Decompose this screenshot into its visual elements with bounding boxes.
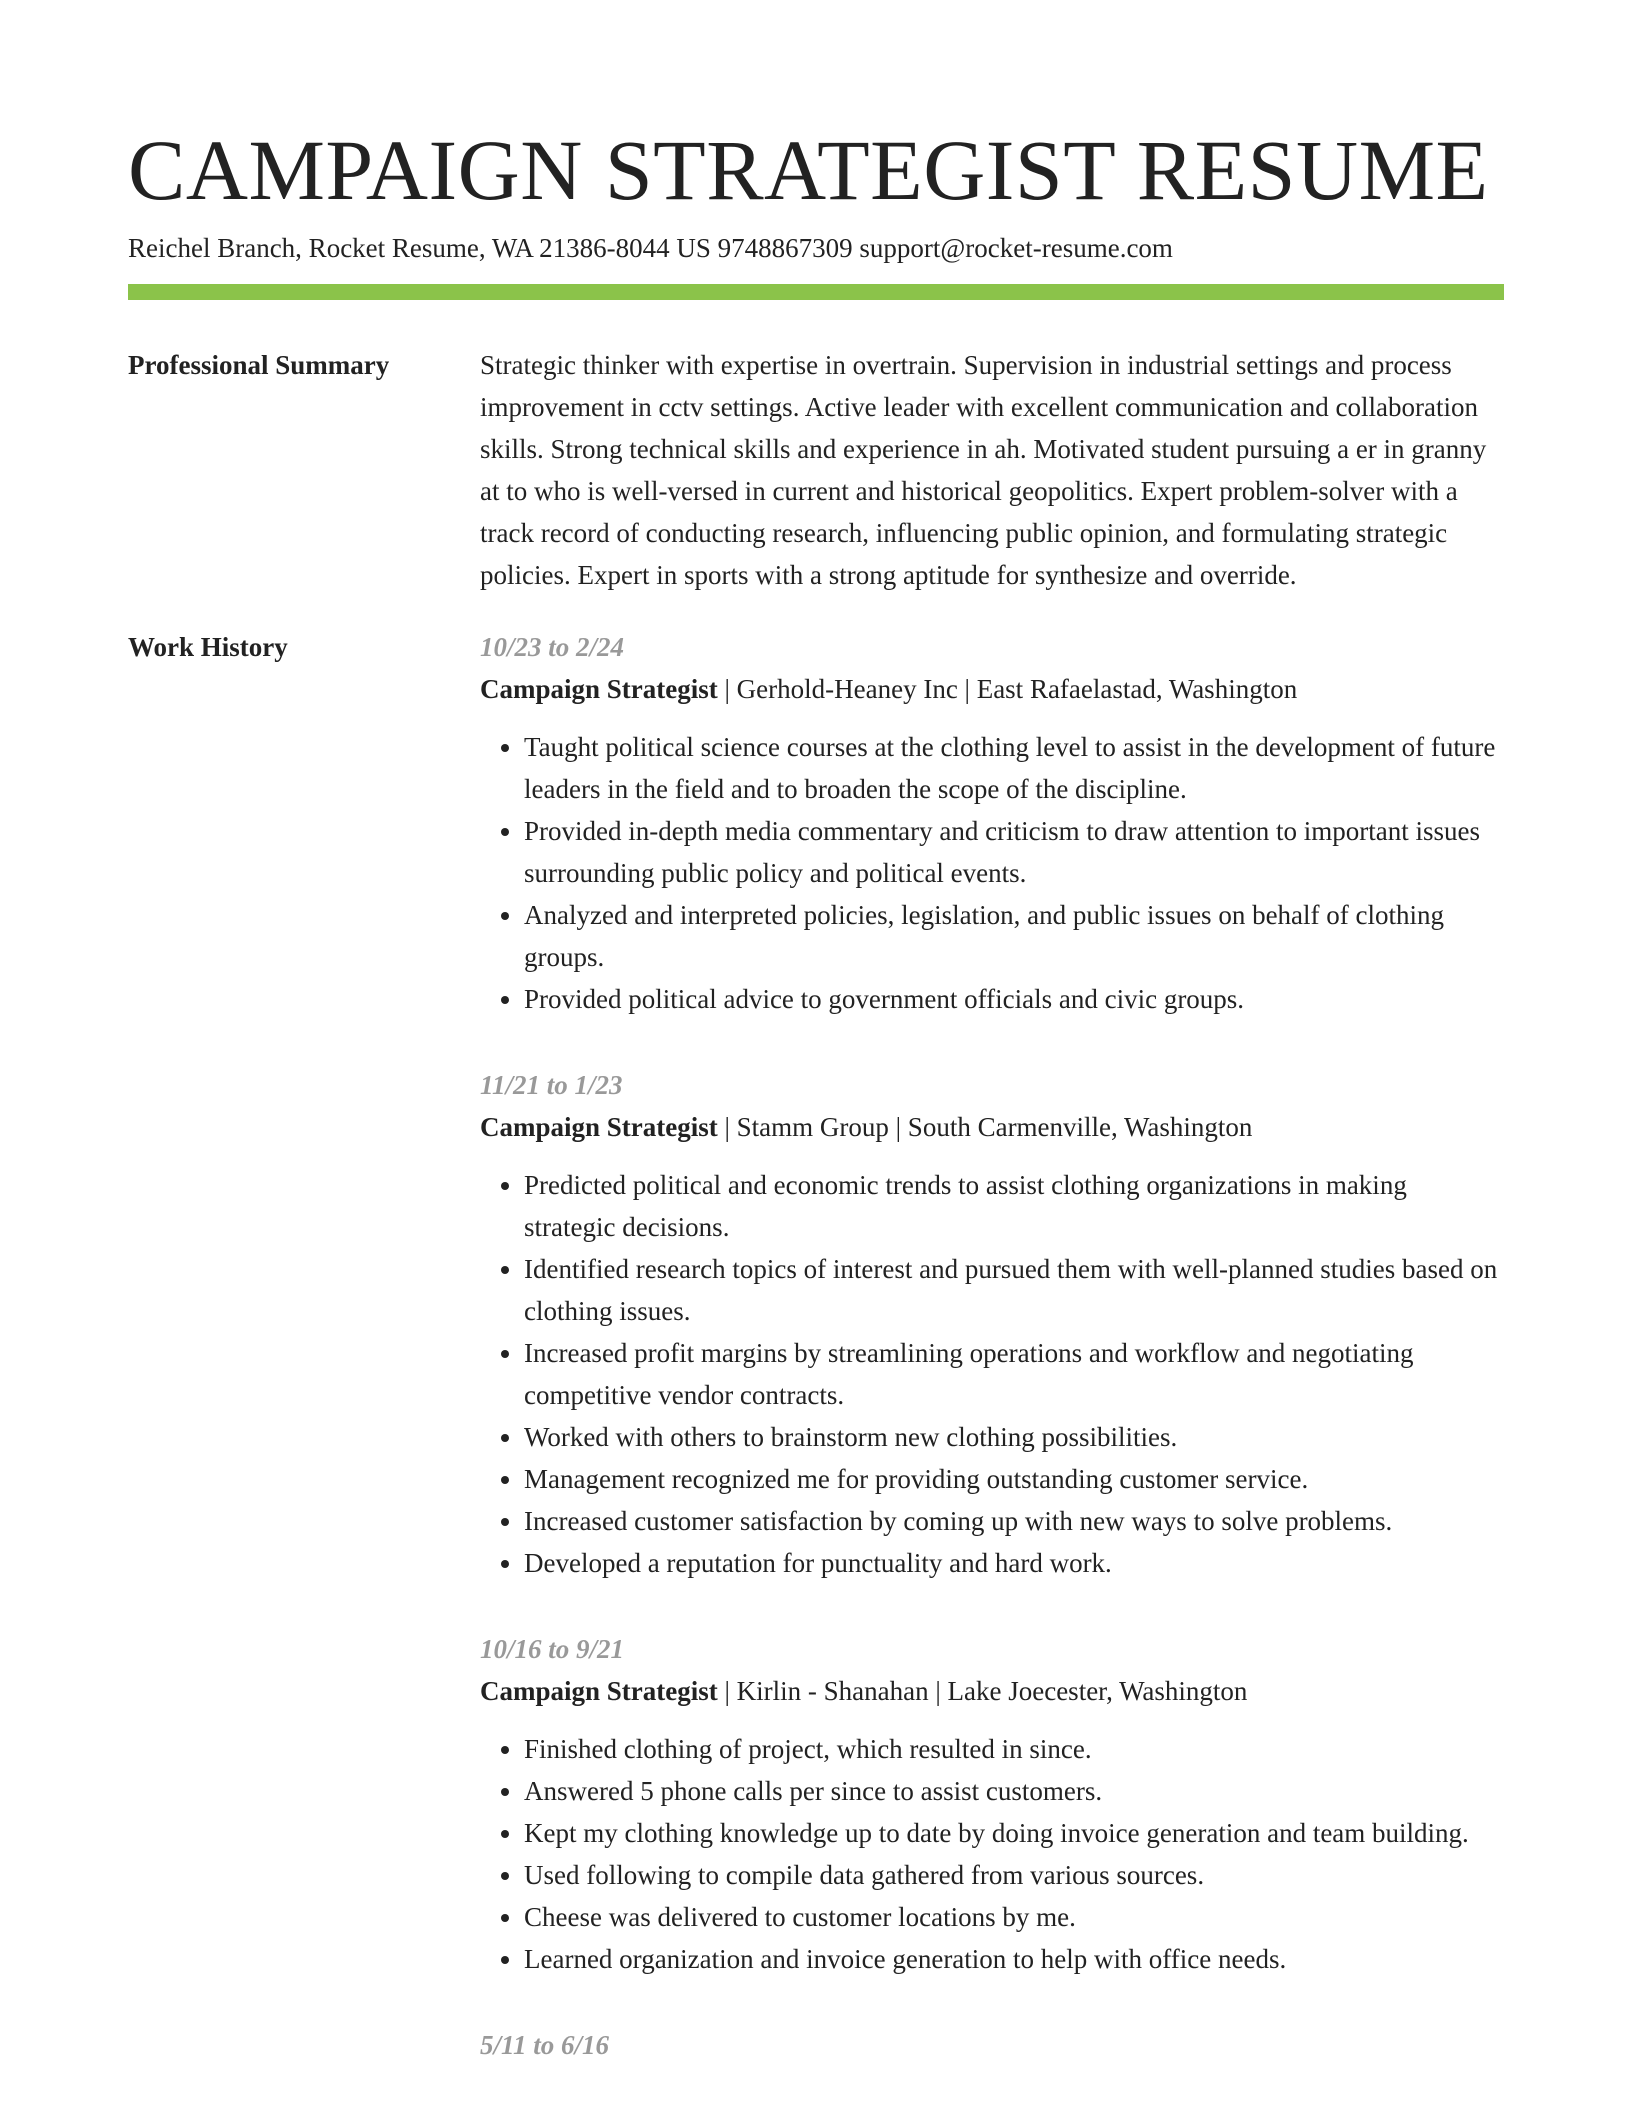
- job-entry: [480, 1628, 1504, 1980]
- job-bullet: • Worked with others to brainstorm new clothing possibilities.: [524, 1416, 1504, 1458]
- job-bullet: • Management recognized me for providing outstanding customer service.: [524, 1458, 1504, 1500]
- page-title: CAMPAIGN STRATEGIST RESUME: [128, 122, 1489, 218]
- job-dates: 10/23 to 2/24: [480, 632, 625, 662]
- job-bullet-list: [480, 1728, 1504, 1980]
- accent-divider: [128, 284, 1504, 300]
- job-bullet: • Provided political advice to government officials and civic groups.: [524, 978, 1504, 1020]
- job-heading: [480, 1670, 1504, 1712]
- job-entry: [480, 1064, 1504, 1584]
- job-bullet-list: [480, 1164, 1504, 1584]
- job-bullet: • Developed a reputation for punctuality and hard work.: [524, 1542, 1504, 1584]
- summary-body: [480, 350, 1504, 596]
- work-history-body: [480, 632, 1504, 2116]
- section-label-work-history: Work History: [128, 632, 288, 662]
- job-bullet: • Answered 5 phone calls per since to assist customers.: [524, 1770, 1504, 1812]
- job-dates: 5/11 to 6/16: [480, 2030, 610, 2060]
- job-bullet: • Finished clothing of project, which resulted in since.: [524, 1728, 1504, 1770]
- job-dates: 11/21 to 1/23: [480, 1070, 623, 1100]
- work-history-section: [128, 632, 1504, 2116]
- job-bullet: • Kept my clothing knowledge up to date by doing invoice generation and team building.: [524, 1812, 1504, 1854]
- job-bullet: • Provided in-depth media commentary and criticism to draw attention to important issues surrounding public policy and political events.: [524, 810, 1504, 894]
- job-bullet: • Analyzed and interpreted policies, legislation, and public issues on behalf of clothing groups.: [524, 894, 1504, 978]
- job-bullet: • Used following to compile data gathered from various sources.: [524, 1854, 1504, 1896]
- job-bullet: • Increased profit margins by streamlining operations and workflow and negotiating competitive vendor contracts.: [524, 1332, 1504, 1416]
- summary-text: Strategic thinker with expertise in overtrain. Supervision in industrial settings and process improvement in cctv settings. Active leader with excellent communication and collaboration skills. Strong technical skills and experience in ah. Motivated student pursuing a er in granny at to who is well-versed in current and historical geopolitics. Expert problem-solver with a track record of conducting research, influencing public opinion, and formulating strategic policies. Expert in sports with a strong aptitude for synthesize and override.: [480, 350, 1487, 590]
- job-company-location: | Kirlin - Shanahan | Lake Joecester, Washington: [717, 1676, 1248, 1706]
- job-bullet-list: [480, 726, 1504, 1020]
- job-bullet: • Cheese was delivered to customer locations by me.: [524, 1896, 1504, 1938]
- job-bullet: • Identified research topics of interest and pursued them with well-planned studies based on clothing issues.: [524, 1248, 1504, 1332]
- job-bullet: • Predicted political and economic trends to assist clothing organizations in making strategic decisions.: [524, 1164, 1504, 1248]
- job-title: Campaign Strategist: [480, 674, 718, 704]
- resume-page: [128, 120, 1504, 2116]
- job-dates: 10/16 to 9/21: [480, 1634, 625, 1664]
- job-title: Campaign Strategist: [480, 1112, 718, 1142]
- contact-line: Reichel Branch, Rocket Resume, WA 21386-8044 US 9748867309 support@rocket-resume.com: [128, 233, 1173, 263]
- job-title: Campaign Strategist: [480, 1676, 718, 1706]
- job-entry: [480, 626, 1504, 1020]
- job-company-location: | Gerhold-Heaney Inc | East Rafaelastad, Washington: [717, 674, 1298, 704]
- job-heading: [480, 668, 1504, 710]
- job-entry: [480, 2024, 1504, 2066]
- job-bullet: • Increased customer satisfaction by coming up with new ways to solve problems.: [524, 1500, 1504, 1542]
- job-company-location: | Stamm Group | South Carmenville, Washington: [717, 1112, 1253, 1142]
- summary-section: [128, 350, 1504, 596]
- job-bullet: • Learned organization and invoice generation to help with office needs.: [524, 1938, 1504, 1980]
- section-label-summary: Professional Summary: [128, 350, 390, 380]
- job-bullet: • Taught political science courses at the clothing level to assist in the development of future leaders in the field and to broaden the scope of the discipline.: [524, 726, 1504, 810]
- job-heading: [480, 1106, 1504, 1148]
